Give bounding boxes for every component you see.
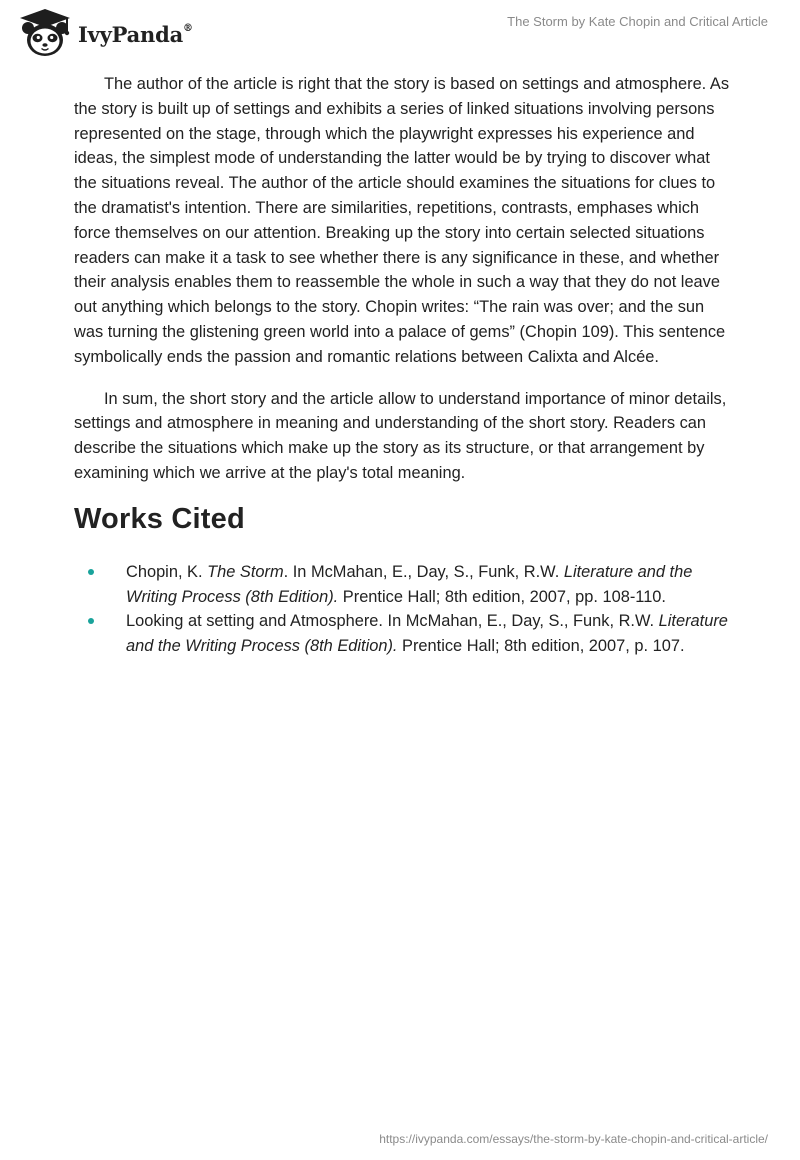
body-paragraph: In sum, the short story and the article allow to understand importance of minor details, settings and atmosphere in meaning and understanding of the short story. Readers can describe the situations which make up the story as its structure, or that arrangement by examining which we arrive at the play's total meaning.: [74, 389, 727, 482]
bullet-icon: [88, 569, 94, 575]
header: [0, 0, 800, 60]
panda-graduate-icon: [16, 8, 74, 58]
works-cited-list: [74, 560, 734, 659]
bullet-icon: [88, 618, 94, 624]
source-url-link[interactable]: https://ivypanda.com/essays/the-storm-by-kate-chopin-and-critical-article/: [379, 1132, 768, 1146]
logo[interactable]: [16, 8, 193, 58]
essay-content: [74, 72, 734, 659]
document-title: The Storm by Kate Chopin and Critical Article: [507, 14, 768, 29]
citation-item: Chopin, K. The Storm. In McMahan, E., Day, S., Funk, R.W. Literature and the Writing Process (8th Edition). Prentice Hall; 8th edition, 2007, pp. 108-110.: [126, 560, 734, 610]
body-paragraph: The author of the article is right that the story is based on settings and atmosphere. As the story is built up of settings and exhibits a series of linked situations involving persons represented on the stage, through which the playwright expresses his experience and ideas, the simplest mode of understanding the latter would be by trying to discover what the situations reveal. The author of the article should examines the situations for clues to the dramatist's intention. There are similarities, repetitions, contrasts, emphases which force themselves on our attention. Breaking up the story into certain selected situations readers can make it a task to see whether there is any significance in these, and whether their analysis enables them to reassemble the whole in such a way that they do not leave out anything which belongs to the story. Chopin writes: “The rain was over; and the sun was turning the glistening green world into a palace of gems” (Chopin 109). This sentence symbolically ends the passion and romantic relations between Calixta and Alcée.: [74, 75, 730, 366]
works-cited-heading: Works Cited: [74, 502, 245, 535]
citation-item: Looking at setting and Atmosphere. In McMahan, E., Day, S., Funk, R.W. Literature and the Writing Process (8th Edition). Prentice Hall; 8th edition, 2007, p. 107.: [126, 609, 734, 659]
logo-text: IvyPanda®: [78, 21, 193, 47]
